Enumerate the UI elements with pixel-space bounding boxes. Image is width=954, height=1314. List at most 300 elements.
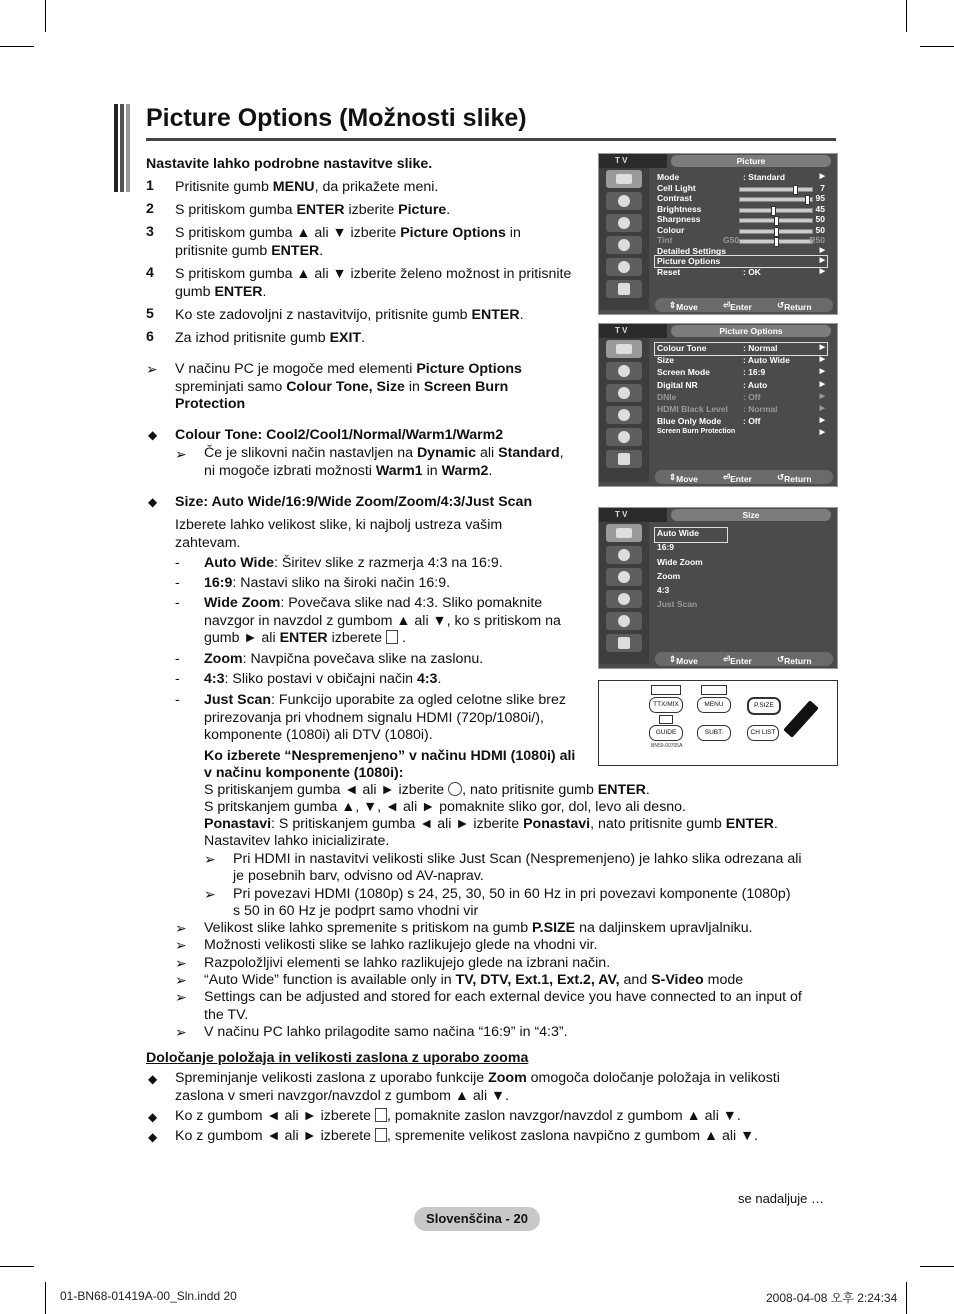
opt-bold: 4:3 <box>416 671 438 687</box>
menu-row[interactable] <box>655 246 827 257</box>
step-bold: Picture <box>398 202 447 218</box>
menu-row[interactable] <box>655 428 827 440</box>
submenu-arrow-icon: ▶ <box>819 173 825 180</box>
return-hint: ↺ Return <box>777 300 812 312</box>
opt-desc: : Širitev slike z razmerja 4:3 na 16:9. <box>274 555 503 571</box>
zoom-text: Ko z gumbom ◄ ali ► izberete <box>175 1108 375 1124</box>
crop-mark <box>0 1266 34 1267</box>
submenu-arrow-icon: ▶ <box>819 380 825 388</box>
diamond-bullet-icon: ◆ <box>148 428 158 442</box>
menu-row-value: : Normal <box>743 343 778 353</box>
ct-bold: Standard <box>498 445 560 461</box>
title-decoration <box>114 104 132 192</box>
sound-icon[interactable] <box>606 192 642 210</box>
zoom-text: omogoča določanje položaja in velikosti <box>526 1070 780 1086</box>
menu-row-label: Contrast <box>657 193 692 203</box>
step-bold: ENTER <box>296 202 345 218</box>
move-label: Move <box>676 302 698 312</box>
menu-row-label: DNIe <box>657 391 677 402</box>
step-bold: ENTER <box>214 284 263 300</box>
opt-desc: komponente (1080i) ali DTV (1080i). <box>204 727 433 743</box>
step-text <box>175 201 450 219</box>
remote-illustration <box>598 680 838 766</box>
step-part: in <box>505 225 521 241</box>
submenu-arrow-icon: ▶ <box>819 392 825 400</box>
step-part: . <box>446 202 451 218</box>
enter-label: Enter <box>730 656 752 666</box>
menu-rows <box>655 172 827 277</box>
step-number: 6 <box>146 329 154 345</box>
zoom-text: , pomaknite zaslon navzgor/navzdol z gumbom ▲ ali ▼. <box>387 1108 741 1124</box>
diamond-bullet-icon: ◆ <box>148 1110 158 1124</box>
crop-mark <box>920 46 954 47</box>
note-text: na daljinskem upravljalniku. <box>575 920 753 936</box>
pc-note-text: V načinu PC je mogoče med elementi <box>175 361 417 377</box>
colour-tone-heading: Colour Tone: Cool2/Cool1/Normal/Warm1/Warm2 <box>175 427 504 443</box>
pointer-hand-icon <box>783 700 819 738</box>
return-label: Return <box>784 302 812 312</box>
opt-name: 4:3 <box>204 671 225 687</box>
menu-row-label: Colour <box>657 224 685 235</box>
enter-label: Enter <box>730 302 752 312</box>
opt-bold: ENTER <box>725 816 774 832</box>
note-text: and <box>619 972 652 988</box>
menu-row-label: Detailed Settings <box>657 245 726 256</box>
picture-icon[interactable] <box>606 524 642 542</box>
submenu-arrow-icon: ▶ <box>819 267 825 275</box>
crop-mark <box>920 1266 954 1267</box>
pc-note-bold: Protection <box>175 396 246 412</box>
opt-name: Zoom <box>204 651 243 667</box>
opt-bold: Ponastavi <box>204 816 272 832</box>
just-scan-sub: je posebnih barv, odvisno od AV-naprav. <box>233 868 484 884</box>
opt-desc: Nastavitev lahko inicializirate. <box>204 833 390 849</box>
note-arrow-icon: ➢ <box>146 361 158 377</box>
ct-bold: Warm2 <box>441 462 489 479</box>
menu-button[interactable]: MENU <box>697 697 731 713</box>
pc-note-bold: Picture Options <box>416 361 522 377</box>
opt-desc: : Funkcijo uporabite za ogled celotne slike brez <box>271 692 566 708</box>
just-scan-sub: Pri HDMI in nastavitvi velikosti slike Just Scan (Nespremenjeno) je lahko slika odrezana ali <box>233 851 802 867</box>
submenu-arrow-icon: ▶ <box>819 417 825 425</box>
subt-button[interactable]: SUBT. <box>697 725 731 741</box>
move-label: Move <box>676 656 698 666</box>
crop-mark <box>0 46 34 47</box>
opt-desc: : Nastavi sliko na široki način 16:9. <box>232 575 451 591</box>
tv-menu-size <box>598 507 838 669</box>
teletext-icon <box>651 685 681 695</box>
screen-size-icon <box>375 1128 387 1142</box>
opt-desc: izberete <box>327 630 387 646</box>
note-arrow-icon: ➢ <box>204 886 216 902</box>
step-bold: ENTER <box>271 243 320 259</box>
menu-footer <box>655 298 833 312</box>
just-scan-sub: Pri povezavi HDMI (1080p) s 24, 25, 30, 50 in 60 Hz in pri povezavi komponente (1080p) <box>233 886 791 902</box>
input-icon[interactable] <box>606 428 642 446</box>
menu-row[interactable] <box>655 172 827 183</box>
setup-icon[interactable] <box>606 590 642 608</box>
menu-row-label: Sharpness <box>657 214 701 224</box>
step-part: S pritiskom gumba ▲ ali ▼ izberite <box>175 225 401 241</box>
menu-row-value: : Auto Wide <box>743 355 790 366</box>
step-number: 4 <box>146 265 154 281</box>
step-part: Za izhod pritisnite gumb <box>175 330 330 346</box>
step-bold: EXIT <box>329 330 362 346</box>
picture-icon[interactable] <box>606 340 642 358</box>
opt-bold: ENTER <box>279 630 328 646</box>
tv-menu-picture <box>598 153 838 315</box>
return-hint: ↺ Return <box>777 472 812 484</box>
submenu-arrow-icon: ▶ <box>819 429 825 437</box>
ct-text: in <box>422 462 442 479</box>
submenu-arrow-icon: ▶ <box>819 344 825 351</box>
zoom-text: Spreminjanje velikosti zaslona z uporabo funkcije <box>175 1070 489 1086</box>
note-arrow-icon: ➢ <box>175 972 187 988</box>
menu-row-value: : 16:9 <box>743 367 766 378</box>
menu-row-label: 16:9 <box>657 542 675 553</box>
teletext-icon <box>659 715 673 724</box>
menu-row-number: 45 <box>815 203 825 214</box>
sound-icon[interactable] <box>606 362 642 380</box>
diamond-bullet-icon: ◆ <box>148 1072 158 1086</box>
chlist-button[interactable]: CH LIST <box>747 725 779 741</box>
note-text: Settings can be adjusted and stored for each external device you have connected to an input of <box>204 989 802 1005</box>
note-text: V načinu PC lahko prilagodite samo načina “16:9” in “4:3”. <box>204 1024 568 1040</box>
teletext-icon <box>701 685 727 695</box>
menu-row[interactable] <box>655 404 827 416</box>
return-hint: ↺ Return <box>777 654 812 666</box>
menu-row-value: : Standard <box>743 172 786 182</box>
note-bold: S-Video <box>651 972 704 988</box>
slider-bar[interactable] <box>739 218 813 223</box>
step-part: Ko ste zadovoljni z nastavitvijo, pritisnite gumb <box>175 307 472 323</box>
note-arrow-icon: ➢ <box>175 955 187 971</box>
note-bold: P.SIZE <box>532 920 576 936</box>
continued-note: se nadaljuje … <box>738 1191 824 1206</box>
enter-label: Enter <box>730 474 752 484</box>
page-title: Picture Options (Možnosti slike) <box>146 104 527 132</box>
step-number: 3 <box>146 224 154 240</box>
note-arrow-icon: ➢ <box>175 937 187 953</box>
input-icon[interactable] <box>606 612 642 630</box>
step-text <box>175 306 524 324</box>
note-text: Razpoložljivi elementi se lahko razlikujejo glede na izbrani način. <box>204 955 611 971</box>
opt-bold: ENTER <box>597 782 646 798</box>
pc-note-text: spreminjati samo <box>175 378 287 395</box>
diamond-bullet-icon: ◆ <box>148 495 158 509</box>
opt-desc: . <box>437 671 442 687</box>
opt-desc: : S pritiskanjem gumba ◄ ali ► izberite <box>271 816 524 832</box>
size-desc <box>175 517 502 552</box>
page-header <box>114 104 836 142</box>
menu-row-label: Auto Wide <box>657 528 699 538</box>
tint-right-label: R50 <box>809 235 825 245</box>
print-date-info: 2008-04-08 오후 2:24:34 <box>766 1291 898 1305</box>
setup-icon[interactable] <box>606 236 642 254</box>
tint-left-label: G50 <box>723 235 740 245</box>
ct-text: ali <box>476 445 499 461</box>
menu-footer <box>655 652 833 666</box>
note-text: mode <box>703 972 744 988</box>
slider-bar[interactable] <box>739 187 813 192</box>
slider-bar[interactable] <box>739 239 813 244</box>
opt-desc: : Sliko postavi v običajni način <box>224 671 417 687</box>
submenu-arrow-icon: ▶ <box>819 368 825 376</box>
menu-title: Picture Options <box>671 325 831 337</box>
channel-icon[interactable] <box>606 568 642 586</box>
move-hint: ⇕ Move <box>669 472 698 484</box>
menu-row-label: Tint <box>657 235 673 245</box>
step-number: 1 <box>146 178 154 194</box>
ct-bold: Warm1 <box>375 462 423 479</box>
opt-desc: : Povečava slike nad 4:3. Sliko pomaknite <box>280 595 543 611</box>
pc-note-bold: Screen Burn <box>423 378 509 395</box>
move-hint: ⇕ Move <box>669 300 698 312</box>
menu-row[interactable] <box>655 557 827 571</box>
menu-row[interactable] <box>655 343 827 355</box>
slider-bar[interactable] <box>739 208 813 213</box>
opt-bold: Ponastavi <box>523 816 591 832</box>
tv-menu-picture-options <box>598 323 838 487</box>
submenu-arrow-icon: ▶ <box>819 246 825 254</box>
note-arrow-icon: ➢ <box>175 989 187 1005</box>
ct-text: ni mogoče izbrati možnosti <box>204 462 376 479</box>
menu-row[interactable] <box>655 225 827 236</box>
menu-row[interactable] <box>655 380 827 392</box>
return-label: Return <box>784 474 812 484</box>
opt-name: Wide Zoom <box>204 595 281 611</box>
step-part: izberite <box>344 202 399 218</box>
print-file-info: 01-BN68-01419A-00_Sln.indd 20 <box>60 1289 237 1303</box>
ct-text: Če je slikovni način nastavljen na <box>204 445 417 461</box>
menu-row-label: Digital NR <box>657 379 698 390</box>
note-arrow-icon: ➢ <box>175 446 187 462</box>
guide-button[interactable]: GUIDE <box>649 725 683 741</box>
menu-row-number: 50 <box>815 224 825 235</box>
menu-row-label: Colour Tone <box>657 343 707 353</box>
application-icon[interactable] <box>606 280 642 298</box>
step-part: . <box>361 330 366 346</box>
menu-row[interactable] <box>655 571 827 585</box>
step-bold: Picture Options <box>400 225 506 241</box>
opt-desc: gumb ► ali <box>204 630 280 646</box>
opt-desc: navzgor in navzdol z gumbom ▲ ali ▼, ko s pritiskom na <box>204 613 561 629</box>
menu-row-label: Picture Options <box>657 256 721 266</box>
step-part: S pritiskom gumba <box>175 202 297 218</box>
return-label: Return <box>784 656 812 666</box>
diamond-bullet-icon: ◆ <box>148 1130 158 1144</box>
remote-code: BN59-00705A <box>651 743 683 749</box>
crop-mark <box>906 0 907 32</box>
screen-move-icon <box>386 630 398 644</box>
menu-footer <box>655 470 833 484</box>
menu-row-label: Zoom <box>657 570 681 581</box>
tv-label: T V <box>599 508 667 522</box>
menu-row[interactable] <box>655 585 827 599</box>
submenu-arrow-icon: ▶ <box>819 356 825 364</box>
menu-row-label: Just Scan <box>657 599 698 610</box>
note-arrow-icon: ➢ <box>204 851 216 867</box>
menu-row-label: 4:3 <box>657 585 670 596</box>
menu-row[interactable] <box>655 267 827 278</box>
sound-icon[interactable] <box>606 546 642 564</box>
menu-row[interactable] <box>655 542 827 556</box>
menu-row-label: Wide Zoom <box>657 556 703 567</box>
menu-row-label: Size <box>657 355 675 366</box>
opt-desc: . <box>773 816 778 832</box>
step-text <box>175 178 438 196</box>
opt-desc: , nato pritisnite gumb <box>590 816 726 832</box>
menu-row[interactable] <box>655 183 827 194</box>
note-arrow-icon: ➢ <box>175 1024 187 1040</box>
note-bold: TV, DTV, Ext.1, Ext.2, AV, <box>455 972 620 988</box>
menu-row-number: 95 <box>815 193 825 203</box>
menu-row-label: HDMI Black Level <box>657 403 728 414</box>
zoom-heading: Določanje položaja in velikosti zaslona z uporabo zooma <box>146 1050 529 1066</box>
step-part: . <box>262 284 267 300</box>
step-text <box>175 265 571 301</box>
ttx-mix-button[interactable]: TTX/MIX <box>649 697 683 713</box>
menu-row[interactable] <box>655 256 827 267</box>
menu-row[interactable] <box>655 416 827 428</box>
position-icon <box>448 782 462 796</box>
size-desc-line: Izberete lahko velikost slike, ki najbolj ustreza vašim <box>175 517 503 533</box>
title-underline <box>146 138 836 141</box>
menu-row[interactable] <box>655 235 827 246</box>
opt-desc: . <box>645 782 650 798</box>
menu-row-label: Mode <box>657 172 680 182</box>
step-part: S pritiskom gumba ▲ ali ▼ izberite želeno možnost in pritisnite <box>175 266 572 282</box>
enter-hint: ⏎ Enter <box>723 654 752 666</box>
menu-row-value: : Normal <box>743 403 778 414</box>
slider-bar[interactable] <box>739 197 813 202</box>
note-text: Možnosti velikosti slike se lahko razlikujejo glede na vhodni vir. <box>204 937 598 953</box>
menu-row-number: 50 <box>815 214 825 224</box>
menu-row-number: 7 <box>820 182 825 193</box>
crop-mark <box>45 0 46 32</box>
just-scan-note-head: v načinu komponente (1080i): <box>204 765 404 781</box>
pc-note-text: in <box>404 378 424 395</box>
submenu-arrow-icon: ▶ <box>819 404 825 412</box>
application-icon[interactable] <box>606 450 642 468</box>
step-part: . <box>319 243 324 259</box>
move-label: Move <box>676 474 698 484</box>
menu-title: Size <box>671 509 831 521</box>
menu-icons <box>599 338 649 482</box>
step-bold: MENU <box>272 179 315 195</box>
menu-row-value: : OK <box>743 266 761 277</box>
ct-bold: Dynamic <box>416 445 477 461</box>
menu-title: Picture <box>671 155 831 167</box>
note-text: the TV. <box>204 1007 249 1023</box>
zoom-bold: Zoom <box>488 1070 527 1086</box>
opt-desc: S pritskanjem gumba ▲, ▼, ◄ ali ► pomaknite sliko gor, dol, levo ali desno. <box>204 799 687 815</box>
channel-icon[interactable] <box>606 214 642 232</box>
picture-icon[interactable] <box>606 170 642 188</box>
tv-label: T V <box>599 154 667 168</box>
step-text <box>175 329 365 347</box>
step-part: pritisnite gumb <box>175 243 272 259</box>
step-bold: ENTER <box>471 307 520 323</box>
menu-row-label: Screen Mode <box>657 367 710 378</box>
psize-button[interactable]: P.SIZE <box>747 697 781 715</box>
page-number-badge: Slovenščina - 20 <box>414 1207 540 1231</box>
menu-row-label: Cell Light <box>657 182 696 193</box>
opt-desc: : Navpična povečava slike na zaslonu. <box>242 651 484 667</box>
menu-row-value: : Off <box>743 391 761 402</box>
size-desc-line: zahtevam. <box>175 534 241 551</box>
setup-icon[interactable] <box>606 406 642 424</box>
opt-desc: S pritiskanjem gumba ◄ ali ► izberite <box>204 782 449 798</box>
just-scan-note-head: Ko izberete “Nespremenjeno” v načinu HDMI (1080i) ali <box>204 748 576 764</box>
note-text: “Auto Wide” function is available only in <box>204 972 456 988</box>
menu-rows <box>655 528 827 614</box>
zoom-text: Ko z gumbom ◄ ali ► izberete <box>175 1128 375 1144</box>
ct-text: , <box>559 445 564 461</box>
note-text: Velikost slike lahko spremenite s pritiskom na gumb <box>204 920 533 936</box>
menu-row-value: : Auto <box>743 379 768 390</box>
zoom-text: zaslona v smeri navzgor/navzdol z gumbom ▲ ali ▼. <box>175 1088 510 1104</box>
input-icon[interactable] <box>606 258 642 276</box>
menu-icons <box>599 522 649 664</box>
menu-row-value: : Off <box>743 416 761 427</box>
step-number: 2 <box>146 201 154 217</box>
tv-label: T V <box>599 324 667 338</box>
enter-hint: ⏎ Enter <box>723 472 752 484</box>
opt-name: 16:9 <box>204 575 233 591</box>
channel-icon[interactable] <box>606 384 642 402</box>
menu-row-label: Reset <box>657 266 681 277</box>
note-arrow-icon: ➢ <box>175 920 187 936</box>
menu-row[interactable] <box>655 367 827 379</box>
menu-row[interactable] <box>655 528 727 542</box>
slider-bar[interactable] <box>739 229 813 234</box>
move-hint: ⇕ Move <box>669 654 698 666</box>
menu-row-label: Blue Only Mode <box>657 416 722 427</box>
menu-row-label: Brightness <box>657 203 702 214</box>
zoom-text: , spremenite velikost zaslona navpično z gumbom ▲ ali ▼. <box>387 1128 759 1144</box>
step-part: gumb <box>175 284 215 300</box>
intro-text: Nastavite lahko podrobne nastavitve slike. <box>146 156 433 172</box>
step-part: . <box>519 307 524 323</box>
menu-row[interactable] <box>655 204 827 215</box>
pc-note-bold: Colour Tone, Size <box>286 378 405 395</box>
menu-row[interactable] <box>655 355 827 367</box>
menu-row[interactable] <box>655 193 827 204</box>
menu-row-label: Screen Burn Protection <box>657 428 736 436</box>
application-icon[interactable] <box>606 634 642 652</box>
menu-icons <box>599 168 649 310</box>
menu-row[interactable] <box>655 599 827 613</box>
step-part: Pritisnite gumb <box>175 179 273 195</box>
size-heading: Size: Auto Wide/16:9/Wide Zoom/Zoom/4:3/Just Scan <box>175 494 533 510</box>
step-text <box>175 224 521 260</box>
menu-row[interactable] <box>655 214 827 225</box>
ct-text: . <box>488 462 493 479</box>
menu-row[interactable] <box>655 392 827 404</box>
opt-desc: prirezovanja pri vhodnem signalu HDMI (720p/1080i/), <box>204 710 544 726</box>
opt-desc: , nato pritisnite gumb <box>462 782 598 798</box>
opt-name: Auto Wide <box>204 555 275 571</box>
step-number: 5 <box>146 306 154 322</box>
step-part: , da prikažete meni. <box>314 179 439 195</box>
submenu-arrow-icon: ▶ <box>819 257 825 264</box>
opt-name: Just Scan <box>204 692 272 708</box>
just-scan-sub: s 50 in 60 Hz je podprt samo vhodni vir <box>233 903 479 919</box>
screen-move-icon <box>375 1108 387 1122</box>
crop-mark <box>906 1282 907 1314</box>
enter-hint: ⏎ Enter <box>723 300 752 312</box>
